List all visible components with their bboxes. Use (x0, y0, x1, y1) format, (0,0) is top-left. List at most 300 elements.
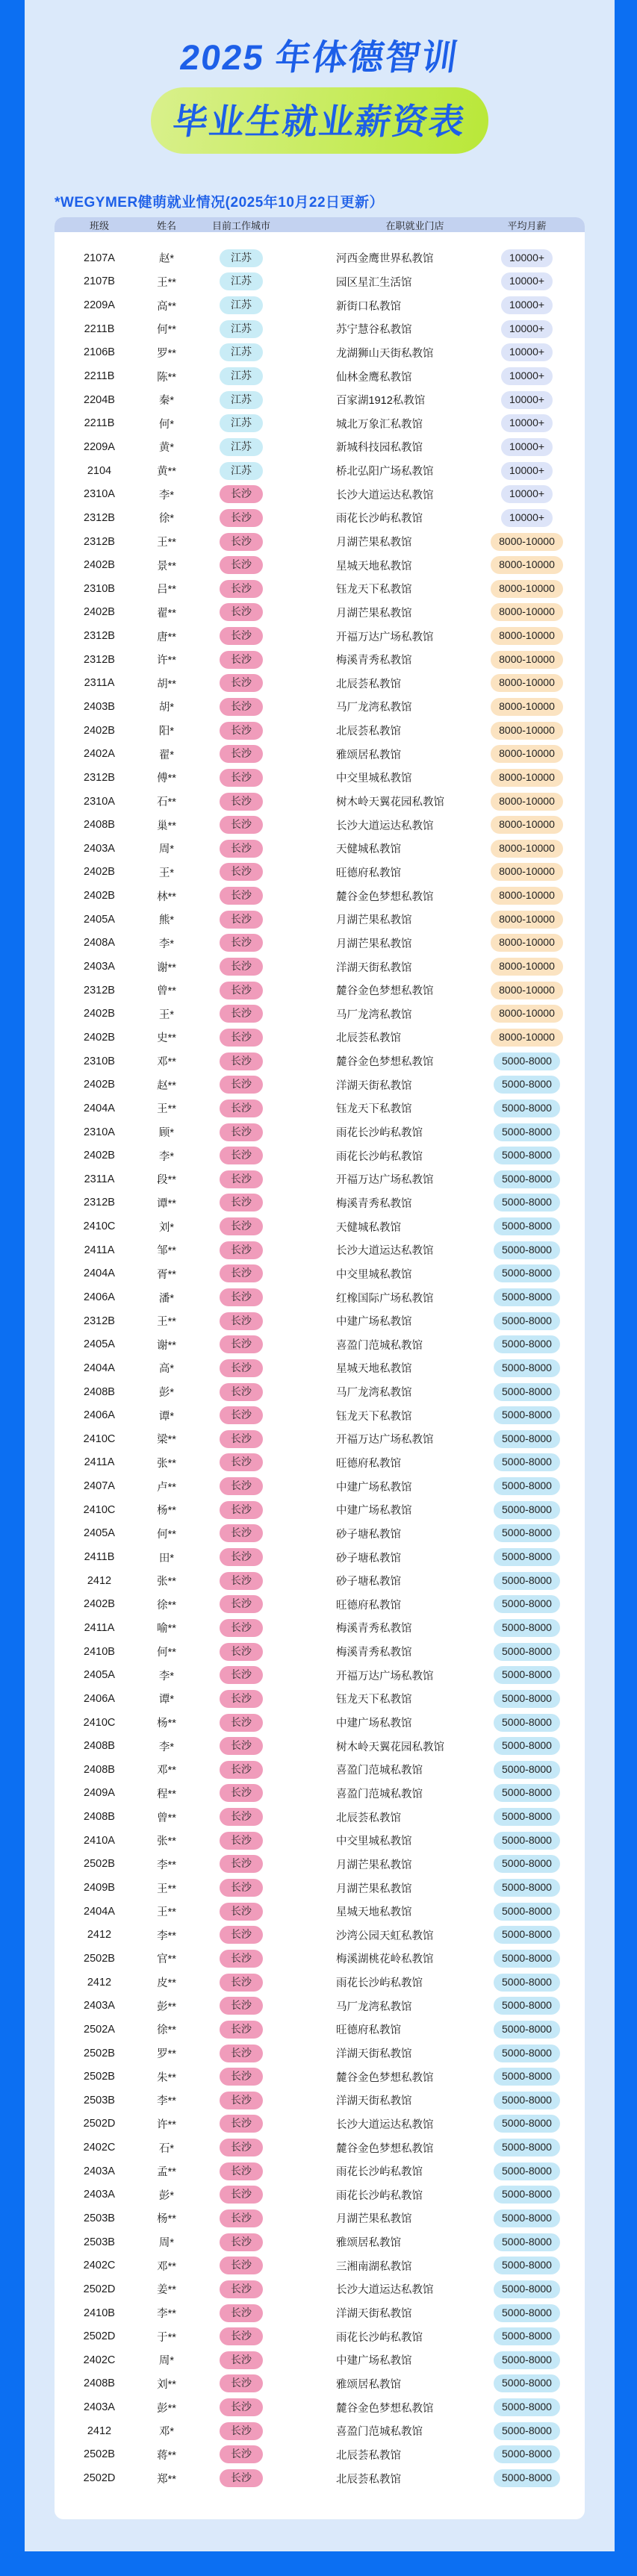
class-cell: 2402C (83, 2354, 116, 2366)
name-cell: 谢** (157, 1339, 176, 1352)
class-cell: 2502D (83, 2330, 116, 2343)
salary-badge: 8000-10000 (491, 769, 563, 787)
store-cell: 苏宁慧谷私教馆 (336, 324, 412, 337)
table-row (55, 2324, 585, 2348)
city-badge: 长沙 (220, 769, 263, 787)
store-cell: 洋湖天街私教馆 (336, 2095, 412, 2108)
class-cell: 2410B (84, 2307, 115, 2319)
table-row (55, 2136, 585, 2159)
city-badge: 江苏 (220, 367, 263, 385)
salary-badge: 5000-8000 (494, 2162, 560, 2180)
city-badge: 长沙 (220, 1524, 263, 1542)
store-cell: 砂子塘私教馆 (336, 1528, 401, 1541)
name-cell: 谭* (158, 1694, 175, 1706)
store-cell: 马厂龙湾私教馆 (336, 1387, 412, 1400)
salary-badge: 5000-8000 (494, 1903, 560, 1921)
table-row (55, 482, 585, 506)
class-cell: 2211B (84, 322, 115, 335)
city-badge: 长沙 (220, 1264, 263, 1282)
class-cell: 2502A (84, 2023, 115, 2036)
class-cell: 2405A (84, 913, 115, 926)
table-row (55, 672, 585, 696)
class-cell: 2211B (84, 370, 115, 383)
name-cell: 徐** (157, 2024, 176, 2037)
store-cell: 马厂龙湾私教馆 (336, 1008, 412, 1021)
table-row (55, 1876, 585, 1900)
table-row (55, 2183, 585, 2207)
city-badge: 长沙 (220, 1666, 263, 1684)
table-row (55, 1805, 585, 1829)
store-cell: 麓谷金色梦想私教馆 (336, 2402, 434, 2415)
class-cell: 2408B (84, 2377, 115, 2390)
city-badge: 长沙 (220, 2422, 263, 2440)
city-badge: 长沙 (220, 1170, 263, 1188)
table-row (55, 1285, 585, 1309)
name-cell: 罗** (157, 2048, 176, 2060)
table-row (55, 1214, 585, 1238)
store-cell: 旺德府私教馆 (336, 1599, 401, 1612)
class-cell: 2403A (84, 2401, 115, 2414)
salary-badge: 8000-10000 (491, 745, 563, 763)
salary-badge: 5000-8000 (494, 1761, 560, 1779)
name-cell: 王** (157, 276, 176, 289)
table-row (55, 435, 585, 459)
table-row (55, 2466, 585, 2490)
name-cell: 郑** (157, 2473, 176, 2486)
name-cell: 赵* (158, 253, 175, 266)
city-badge: 长沙 (220, 1879, 263, 1897)
city-badge: 江苏 (220, 249, 263, 267)
table-row (55, 1853, 585, 1877)
salary-badge: 5000-8000 (494, 1217, 560, 1235)
salary-badge: 5000-8000 (494, 2257, 560, 2274)
class-cell: 2312B (84, 771, 115, 784)
name-cell: 阳* (158, 726, 175, 738)
salary-badge: 8000-10000 (491, 674, 563, 692)
name-cell: 胡** (157, 678, 176, 690)
store-cell: 城北万象汇私教馆 (336, 418, 423, 431)
city-badge: 长沙 (220, 1595, 263, 1613)
city-badge: 长沙 (220, 863, 263, 881)
class-cell: 2403A (84, 2000, 115, 2012)
city-badge: 江苏 (220, 343, 263, 361)
name-cell: 高** (157, 300, 176, 313)
table-row (55, 1427, 585, 1451)
name-cell: 官** (157, 1953, 176, 1966)
table-row (55, 293, 585, 317)
city-badge: 长沙 (220, 1029, 263, 1047)
table-row (55, 2254, 585, 2277)
table-row (55, 1073, 585, 1097)
table-row (55, 2159, 585, 2183)
table-row (55, 1947, 585, 1971)
store-cell: 砂子塘私教馆 (336, 1576, 401, 1588)
salary-badge: 5000-8000 (494, 1548, 560, 1566)
table-row (55, 530, 585, 554)
name-cell: 熊* (158, 914, 175, 927)
salary-badge: 5000-8000 (494, 1430, 560, 1448)
store-cell: 河西金鹰世界私教馆 (336, 253, 434, 266)
city-badge: 长沙 (220, 2115, 263, 2133)
salary-badge: 5000-8000 (494, 1974, 560, 1992)
table-row (55, 813, 585, 837)
store-cell: 钰龙天下私教馆 (336, 1103, 412, 1116)
table-row (55, 932, 585, 955)
name-cell: 李* (158, 938, 175, 950)
city-badge: 长沙 (220, 1501, 263, 1519)
name-cell: 许** (157, 655, 176, 667)
name-cell: 石** (157, 796, 176, 809)
name-cell: 梁** (157, 1434, 176, 1447)
salary-badge: 5000-8000 (494, 1666, 560, 1684)
name-cell: 何** (157, 1647, 176, 1659)
store-cell: 月湖芒果私教馆 (336, 938, 412, 950)
table-row (55, 2089, 585, 2112)
salary-badge: 10000+ (501, 367, 553, 385)
city-badge: 长沙 (220, 2304, 263, 2322)
name-cell: 史** (157, 1032, 176, 1045)
class-cell: 2310A (84, 795, 115, 808)
store-cell: 喜盈门范城私教馆 (336, 2426, 423, 2439)
col-header-class: 班级 (89, 219, 109, 231)
city-badge: 长沙 (220, 674, 263, 692)
table-row (55, 1545, 585, 1569)
class-cell: 2503B (84, 2212, 115, 2224)
name-cell: 杨** (157, 1505, 176, 1518)
city-badge: 长沙 (220, 1808, 263, 1826)
class-cell: 2402B (84, 1150, 115, 1162)
class-cell: 2204B (84, 393, 115, 406)
class-cell: 2503B (84, 2236, 115, 2248)
store-cell: 星城天地私教馆 (336, 560, 412, 573)
salary-badge: 10000+ (501, 414, 553, 432)
city-badge: 长沙 (220, 1572, 263, 1590)
city-badge: 长沙 (220, 1974, 263, 1992)
city-badge: 长沙 (220, 2327, 263, 2345)
city-badge: 长沙 (220, 556, 263, 574)
store-cell: 北辰荟私教馆 (336, 2449, 401, 2462)
salary-badge: 5000-8000 (494, 2139, 560, 2156)
name-cell: 高* (158, 1363, 175, 1376)
name-cell: 田* (158, 1552, 175, 1565)
city-badge: 长沙 (220, 533, 263, 551)
salary-badge: 8000-10000 (491, 627, 563, 645)
city-badge: 长沙 (220, 816, 263, 834)
table-header-row (55, 217, 585, 232)
city-badge: 长沙 (220, 651, 263, 669)
class-cell: 2107B (84, 275, 115, 288)
salary-badge: 5000-8000 (494, 2351, 560, 2369)
city-badge: 长沙 (220, 1076, 263, 1094)
salary-badge: 5000-8000 (494, 2469, 560, 2487)
table-row (55, 2018, 585, 2042)
name-cell: 黄** (157, 466, 176, 478)
salary-badge: 8000-10000 (491, 651, 563, 669)
class-cell: 2403A (84, 2165, 115, 2177)
class-cell: 2412 (87, 1976, 112, 1989)
store-cell: 北辰荟私教馆 (336, 678, 401, 690)
city-badge: 长沙 (220, 1052, 263, 1070)
title-line2-row (25, 87, 615, 154)
salary-badge: 5000-8000 (494, 2068, 560, 2086)
title-line1: 2025 年体德智训 (177, 37, 462, 77)
name-cell: 周* (158, 2237, 175, 2250)
salary-badge: 5000-8000 (494, 2280, 560, 2298)
store-cell: 中建广场私教馆 (336, 1505, 412, 1518)
name-cell: 秦* (158, 395, 175, 408)
name-cell: 罗** (157, 347, 176, 360)
class-cell: 2411A (84, 1456, 115, 1469)
name-cell: 曾** (157, 985, 176, 998)
store-cell: 月湖芒果私教馆 (336, 1883, 412, 1895)
class-cell: 2404A (84, 1267, 115, 1280)
store-cell: 开福万达广场私教馆 (336, 1670, 434, 1682)
city-badge: 长沙 (220, 1123, 263, 1141)
class-cell: 2312B (84, 653, 115, 666)
city-badge: 江苏 (220, 462, 263, 480)
salary-badge: 8000-10000 (491, 533, 563, 551)
class-cell: 2412 (87, 1929, 112, 1942)
salary-badge: 8000-10000 (491, 580, 563, 598)
class-cell: 2502D (83, 2283, 116, 2295)
name-cell: 石* (158, 2142, 175, 2155)
salary-badge: 5000-8000 (494, 1288, 560, 1306)
class-cell: 2403B (84, 700, 115, 713)
class-cell: 2406A (84, 1291, 115, 1303)
table-row (55, 459, 585, 483)
table-row (55, 341, 585, 365)
class-cell: 2402B (84, 724, 115, 737)
table-row (55, 1332, 585, 1356)
salary-badge: 5000-8000 (494, 1643, 560, 1661)
table-row (55, 1167, 585, 1191)
store-cell: 麓谷金色梦想私教馆 (336, 891, 434, 903)
salary-badge: 5000-8000 (494, 1501, 560, 1519)
table-row (55, 1711, 585, 1735)
table-row (55, 1451, 585, 1475)
store-cell: 喜盈门范城私教馆 (336, 1765, 423, 1777)
name-cell: 王** (157, 537, 176, 549)
class-cell: 2310A (84, 1126, 115, 1138)
class-cell: 2402B (84, 1598, 115, 1611)
name-cell: 何** (157, 1528, 176, 1541)
salary-badge: 5000-8000 (494, 1335, 560, 1353)
name-cell: 潘* (158, 1292, 175, 1305)
table-row (55, 790, 585, 814)
class-cell: 2502B (84, 2448, 115, 2461)
city-badge: 长沙 (220, 698, 263, 716)
class-cell: 2312B (84, 1314, 115, 1327)
salary-badge: 5000-8000 (494, 1477, 560, 1495)
name-cell: 段** (157, 1174, 176, 1187)
salary-badge: 10000+ (501, 320, 553, 338)
table-row (55, 1734, 585, 1758)
name-cell: 翟** (157, 607, 176, 620)
salary-badge: 5000-8000 (494, 1359, 560, 1377)
city-badge: 长沙 (220, 934, 263, 952)
city-badge: 长沙 (220, 2469, 263, 2487)
name-cell: 景** (157, 560, 176, 573)
salary-badge: 5000-8000 (494, 2209, 560, 2227)
table-row (55, 2207, 585, 2230)
poster-panel (25, 0, 615, 2551)
table-row (55, 2065, 585, 2089)
name-cell: 王** (157, 1883, 176, 1895)
salary-badge: 5000-8000 (494, 2186, 560, 2204)
name-cell: 王** (157, 1103, 176, 1116)
class-cell: 2402A (84, 748, 115, 761)
table-row (55, 2301, 585, 2325)
salary-badge: 5000-8000 (494, 2374, 560, 2392)
city-badge: 长沙 (220, 2209, 263, 2227)
store-cell: 雨花长沙屿私教馆 (336, 1127, 423, 1140)
store-cell: 梅溪青秀私教馆 (336, 1647, 412, 1659)
salary-badge: 10000+ (501, 272, 553, 290)
salary-badge: 8000-10000 (491, 840, 563, 858)
city-badge: 长沙 (220, 1643, 263, 1661)
salary-badge: 5000-8000 (494, 1170, 560, 1188)
name-cell: 王** (157, 1316, 176, 1329)
class-cell: 2107A (84, 252, 115, 264)
store-cell: 雅颂居私教馆 (336, 2378, 401, 2391)
store-cell: 北辰荟私教馆 (336, 726, 401, 738)
name-cell: 谢** (157, 961, 176, 974)
table-row (55, 1663, 585, 1687)
store-cell: 长沙大道运达私教馆 (336, 2118, 434, 2131)
salary-badge: 5000-8000 (494, 1595, 560, 1613)
salary-badge: 5000-8000 (494, 1808, 560, 1826)
city-badge: 长沙 (220, 2092, 263, 2109)
table-body (55, 232, 585, 2490)
name-cell: 卢** (157, 1481, 176, 1494)
name-cell: 徐* (158, 513, 175, 526)
name-cell: 杨** (157, 1718, 176, 1730)
city-badge: 长沙 (220, 1855, 263, 1873)
class-cell: 2310A (84, 488, 115, 501)
class-cell: 2211B (84, 417, 115, 430)
name-cell: 傅** (157, 773, 176, 785)
name-cell: 朱** (157, 2071, 176, 2084)
city-badge: 长沙 (220, 840, 263, 858)
salary-badge: 5000-8000 (494, 2304, 560, 2322)
name-cell: 李* (158, 1741, 175, 1753)
table-row (55, 624, 585, 648)
salary-badge: 5000-8000 (494, 1100, 560, 1117)
class-cell: 2502D (83, 2118, 116, 2130)
city-badge: 长沙 (220, 1288, 263, 1306)
title-highlight-pill (151, 87, 488, 154)
store-cell: 龙湖狮山天街私教馆 (336, 347, 434, 360)
name-cell: 彭* (158, 2189, 175, 2202)
table-row (55, 2112, 585, 2136)
class-cell: 2403A (84, 2189, 115, 2201)
salary-badge: 8000-10000 (491, 816, 563, 834)
class-cell: 2410B (84, 1645, 115, 1658)
class-cell: 2402B (84, 1079, 115, 1091)
store-cell: 旺德府私教馆 (336, 2024, 401, 2037)
table-row (55, 1687, 585, 1711)
class-cell: 2410C (83, 1503, 116, 1516)
store-cell: 树木岭天翼花园私教馆 (336, 1741, 444, 1753)
table-row (55, 506, 585, 530)
col-header-name: 姓名 (156, 219, 176, 231)
city-badge: 长沙 (220, 1997, 263, 2015)
table-row (55, 648, 585, 672)
store-cell: 星城天地私教馆 (336, 1906, 412, 1919)
name-cell: 程** (157, 1788, 176, 1800)
name-cell: 吕** (157, 584, 176, 596)
name-cell: 李** (157, 2308, 176, 2321)
name-cell: 何* (158, 418, 175, 431)
salary-badge: 5000-8000 (494, 1383, 560, 1401)
city-badge: 长沙 (220, 1737, 263, 1755)
name-cell: 杨** (157, 2213, 176, 2226)
table-row (55, 1120, 585, 1144)
table-row (55, 364, 585, 388)
city-badge: 江苏 (220, 414, 263, 432)
name-cell: 皮** (157, 1977, 176, 1990)
class-cell: 2311A (84, 1173, 115, 1185)
salary-badge: 8000-10000 (491, 603, 563, 621)
salary-badge: 5000-8000 (494, 1832, 560, 1850)
table-row (55, 1569, 585, 1593)
name-cell: 王** (157, 1906, 176, 1919)
table-row (55, 2277, 585, 2301)
class-cell: 2407A (84, 1480, 115, 1493)
city-badge: 长沙 (220, 745, 263, 763)
city-badge: 长沙 (220, 580, 263, 598)
class-cell: 2502B (84, 1858, 115, 1871)
name-cell: 姜** (157, 2284, 176, 2297)
name-cell: 张** (157, 1836, 176, 1848)
class-cell: 2408B (84, 1811, 115, 1824)
name-cell: 徐** (157, 1599, 176, 1612)
store-cell: 喜盈门范城私教馆 (336, 1339, 423, 1352)
table-row (55, 1474, 585, 1498)
salary-badge: 8000-10000 (491, 982, 563, 999)
salary-badge: 5000-8000 (494, 1123, 560, 1141)
name-cell: 许** (157, 2118, 176, 2131)
table-row (55, 388, 585, 412)
name-cell: 邓* (158, 2426, 175, 2439)
city-badge: 长沙 (220, 2186, 263, 2204)
store-cell: 北辰荟私教馆 (336, 1812, 401, 1824)
table-row (55, 1380, 585, 1404)
name-cell: 彭** (157, 2402, 176, 2415)
city-badge: 长沙 (220, 722, 263, 740)
city-badge: 长沙 (220, 2445, 263, 2463)
name-cell: 彭** (157, 2000, 176, 2013)
store-cell: 雅颂居私教馆 (336, 2237, 401, 2250)
poster-title (25, 30, 615, 80)
store-cell: 洋湖天街私教馆 (336, 2048, 412, 2060)
store-cell: 雨花长沙屿私教馆 (336, 2189, 423, 2202)
table-row (55, 2348, 585, 2372)
table-row (55, 1829, 585, 1853)
salary-badge: 10000+ (501, 485, 553, 503)
table-row (55, 2443, 585, 2467)
name-cell: 李** (157, 1930, 176, 1942)
city-badge: 长沙 (220, 2280, 263, 2298)
table-row (55, 1923, 585, 1947)
col-header-city: 目前工作城市 (211, 219, 270, 231)
salary-badge: 10000+ (501, 509, 553, 527)
city-badge: 长沙 (220, 2139, 263, 2156)
table-row (55, 2395, 585, 2419)
table-row (55, 719, 585, 743)
salary-badge: 5000-8000 (494, 1619, 560, 1637)
table-row (55, 1403, 585, 1427)
